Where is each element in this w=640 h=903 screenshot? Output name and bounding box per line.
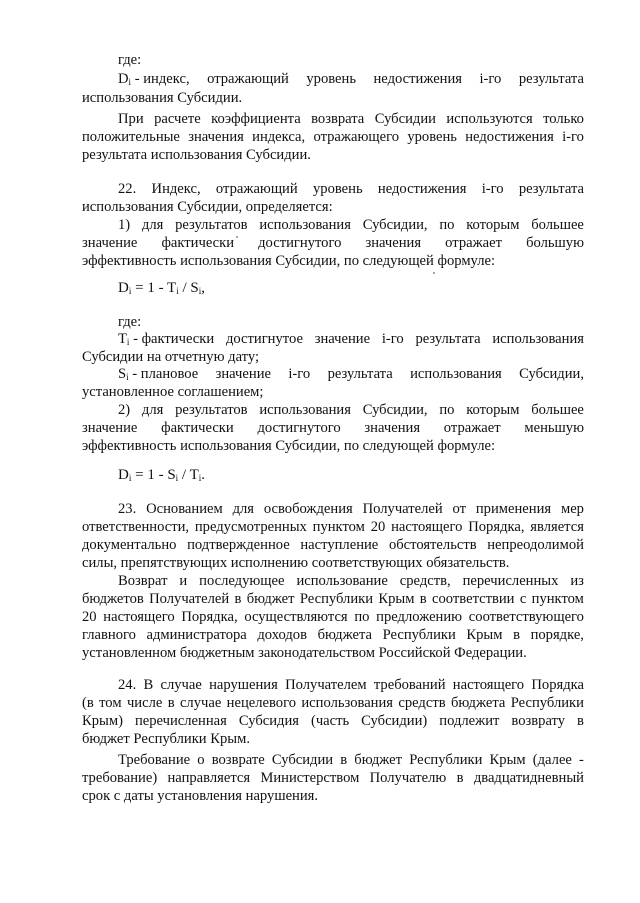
si-definition-line-2: установленное соглашением; [82,384,264,400]
si-symbol: $S_i$ - плановое [118,366,199,382]
intro-line-4: При расчете коэффициента возврата Субсидии используются только [118,111,584,127]
item22-line-4: значение фактически достигнутого значения отражает большую [82,235,584,251]
ti-symbol: $T_i$ - фактически [118,331,215,347]
item23-line-6: бюджетов Получателей в бюджет Республики Крым в соответствии с пунктом [82,591,584,607]
word: отражающий [207,71,289,87]
word: недостижения [373,71,463,87]
item22-line-3: 1) для результатов использования Субсидии, по которым большее [118,217,584,233]
item22-line-1: 22. Индекс, отражающий уровень недостижения i-го результата [118,181,584,197]
item22-line-2: использования Субсидии, определяется: [82,199,333,215]
item22-line-8: эффективность использования Субсидии, по следующей формуле: [82,438,496,454]
item23-line-3: документально подтвержденное наступление обстоятельств непреодолимой [82,537,584,553]
item22-line-7: значение фактически достигнутого значения отражает меньшую [82,420,584,436]
di-symbol: $D_i$ - индекс, [118,71,190,87]
item23-line-7: 20 настоящего Порядка, осуществляются по предложению соответствующего [82,609,584,625]
ti-definition-line-1: $T_i$ - фактически достигнутое значение i-го результата использования [118,331,584,347]
item24-line-5: Требование о возврате Субсидии в бюджет Республики Крым (далее - [118,752,584,768]
intro-line-6: результата использования Субсидии. [82,147,311,163]
where-label-2: где: [118,314,142,330]
word: i-го [479,71,502,87]
scan-speck [236,236,238,238]
di-definition-line-2: использования Субсидии. [82,90,243,106]
item22-line-6: 2) для результатов использования Субсидии, по которым большее [118,402,584,418]
item23-line-4: силы, препятствующих исполнению соответствующих обязательств. [82,555,510,571]
ti-definition-line-2: Субсидии на отчетную дату; [82,349,260,365]
si-definition-line-1: $S_i$ - плановое значение i-го результата использования Субсидии, [118,366,584,382]
item24-line-6: требование) направляется Министерством Получателю в двадцатидневный [82,770,584,786]
item23-line-1: 23. Основанием для освобождения Получателей от применения мер [118,501,584,517]
item23-line-8: главного администратора доходов бюджета Республики Крым в порядке, [82,627,584,643]
where-label: где: [118,52,142,68]
word: результата [518,71,584,87]
item23-line-2: ответственности, предусмотренных пунктом 20 настоящего Порядка, является [82,519,584,535]
di-definition-line-1 [118,71,584,88]
formula-1: $D_i = 1 - T_i / S_i$, [118,280,206,296]
item23-line-5: Возврат и последующее использование средств, перечисленных из [118,573,584,589]
item24-line-3: Крым) перечисленная Субсидия (часть Субсидии) подлежит возврату в [82,713,584,729]
word: уровень [306,71,356,87]
formula-2: $D_i = 1 - S_i / T_i$. [118,467,205,483]
scan-speck [433,272,435,274]
item24-line-1: 24. В случае нарушения Получателем требований настоящего Порядка [118,677,584,693]
item24-line-4: бюджет Республики Крым. [82,731,250,747]
intro-line-5: положительные значения индекса, отражающего уровень недостижения i-го [82,129,584,145]
item24-line-7: срок с даты установления нарушения. [82,788,319,804]
item24-line-2: (в том числе в случае нецелевого использования средств бюджета Республики [82,695,584,711]
item22-line-5: эффективность использования Субсидии, по следующей формуле: [82,253,496,269]
item23-line-9: установленном бюджетным законодательством Российской Федерации. [82,645,527,661]
